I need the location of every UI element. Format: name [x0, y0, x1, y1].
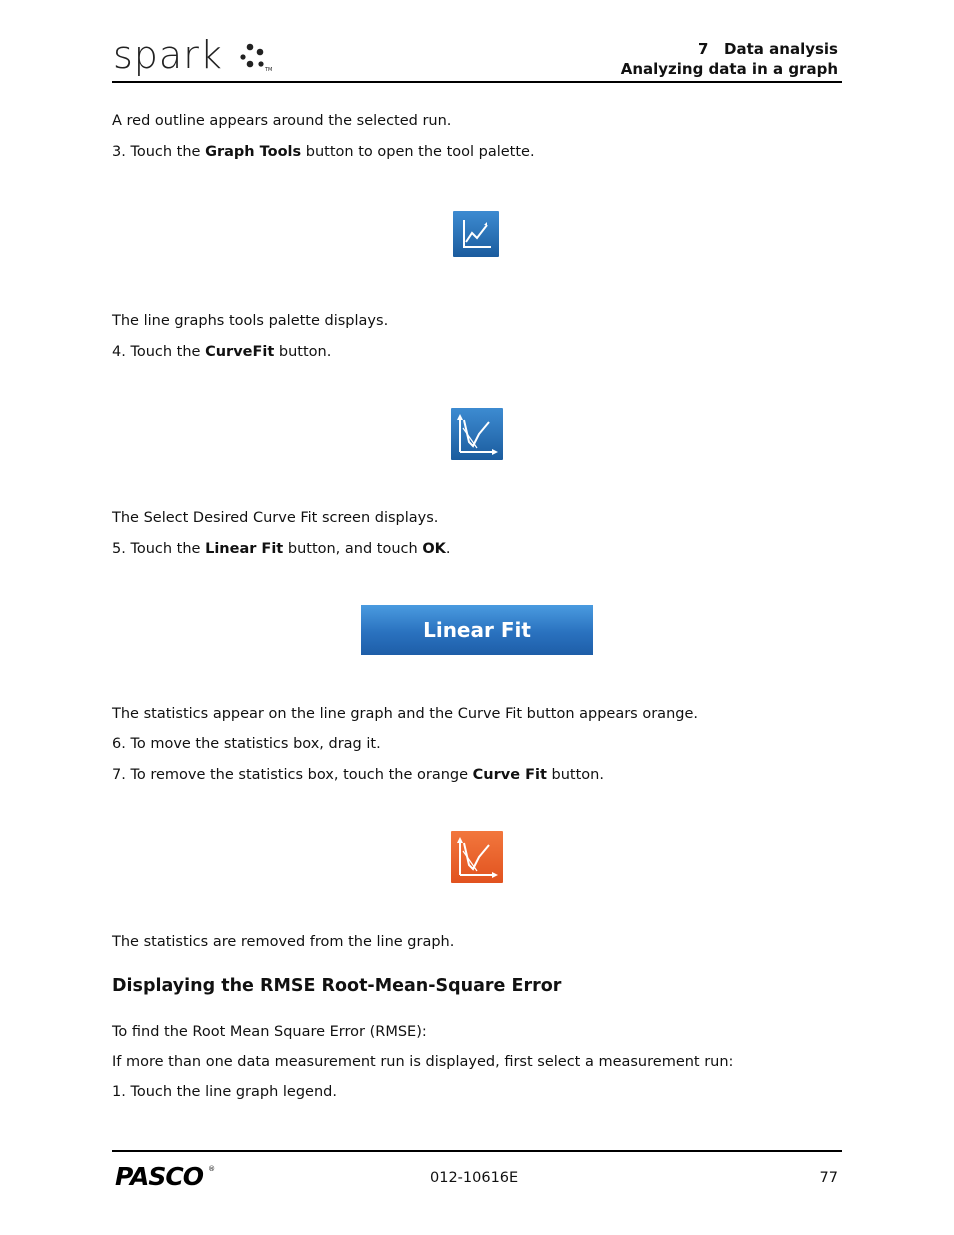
step-3: 3. Touch the Graph Tools button to open the tool palette.	[112, 144, 535, 160]
linear-fit-button[interactable]: Linear Fit	[361, 605, 593, 655]
spark-logo-text: spark	[113, 33, 223, 77]
paragraph-select-run: If more than one data measurement run is displayed, first select a measurement run:	[112, 1054, 734, 1070]
section-title: Analyzing data in a graph	[620, 60, 838, 78]
step-4: 4. Touch the CurveFit button.	[112, 344, 332, 360]
graph-tools-icon	[453, 211, 499, 257]
header-rule	[112, 81, 842, 83]
document-number: 012-10616E	[430, 1170, 519, 1186]
graph-tools-button[interactable]	[453, 211, 499, 257]
curve-fit-orange-button[interactable]	[451, 831, 503, 883]
registered-mark: ®	[208, 1165, 216, 1173]
curve-fit-icon	[451, 408, 503, 460]
curve-fit-button[interactable]	[451, 408, 503, 460]
step-5: 5. Touch the Linear Fit button, and touch OK.	[112, 541, 451, 557]
step-6: 6. To move the statistics box, drag it.	[112, 736, 381, 752]
paragraph-statistics-appear: The statistics appear on the line graph and the Curve Fit button appears orange.	[112, 706, 698, 722]
step-1: 1. Touch the line graph legend.	[112, 1084, 337, 1100]
paragraph-statistics-removed: The statistics are removed from the line graph.	[112, 934, 455, 950]
step-7: 7. To remove the statistics box, touch the orange Curve Fit button.	[112, 767, 604, 783]
page-number: 77	[819, 1170, 838, 1186]
chapter-title: 7 Data analysis	[697, 40, 838, 58]
curve-fit-orange-icon	[451, 831, 503, 883]
pasco-logo: PASCO ®	[115, 1162, 216, 1191]
paragraph-select-curve-fit: The Select Desired Curve Fit screen displays.	[112, 510, 439, 526]
spark-logo-dots-icon	[238, 42, 272, 72]
paragraph-red-outline: A red outline appears around the selected run.	[112, 113, 452, 129]
svg-text:TM: TM	[265, 67, 272, 72]
footer-rule	[112, 1150, 842, 1152]
section-heading-rmse: Displaying the RMSE Root-Mean-Square Error	[112, 976, 562, 996]
paragraph-palette-displays: The line graphs tools palette displays.	[112, 313, 389, 329]
running-header	[621, 39, 838, 79]
paragraph-find-rmse: To find the Root Mean Square Error (RMSE):	[112, 1024, 427, 1040]
